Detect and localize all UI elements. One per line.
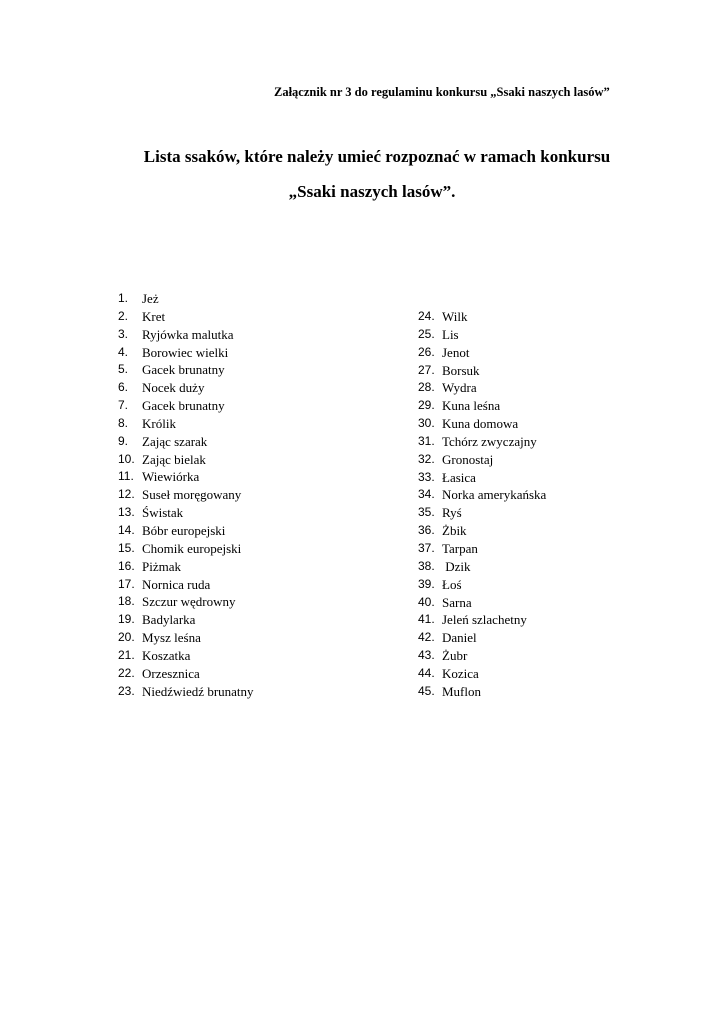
list-item [418,451,546,469]
list-item [118,290,254,308]
item-number: 28. [418,380,435,395]
list-item [418,362,546,380]
item-name: Jeż [142,291,159,306]
item-name: Wiewiórka [142,469,200,485]
item-number: 15. [118,540,135,555]
item-number: 9. [118,433,129,448]
item-number: 25. [418,326,435,341]
list-item [418,576,546,594]
item-number: 27. [418,362,435,377]
item-number: 30. [418,416,435,431]
item-number: 43. [418,648,435,663]
list-item [418,326,546,344]
item-name: Szczur wędrowny [142,594,236,610]
item-name: Borowiec wielki [142,344,229,360]
item-name: Zając szarak [142,433,208,449]
item-number: 32. [418,451,435,466]
list-item [118,504,254,522]
item-number: 13. [118,505,135,520]
list-item [118,647,254,665]
item-number: 6. [118,380,129,395]
item-name: Bóbr europejski [142,522,226,538]
list-item [418,683,546,701]
item-number: 44. [418,665,435,680]
item-name: Gronostaj [442,451,494,467]
list-item [118,593,254,611]
list-item [418,522,546,540]
list-item [118,558,254,576]
item-name: Norka amerykańska [442,487,547,503]
item-name: Żbik [442,523,467,539]
list-item [118,415,254,433]
item-name: Koszatka [142,647,191,663]
item-name: Sarna [442,594,472,610]
list-item [118,683,254,701]
item-name: Ryjówka malutka [142,326,234,342]
list-item [118,486,254,504]
list-item [118,468,254,486]
item-number: 31. [418,433,435,448]
item-name: Łasica [442,469,476,485]
list-item [118,361,254,379]
list-item [418,665,546,683]
item-name: Wilk [442,309,468,324]
item-name: Królik [142,415,176,431]
list-item [418,647,546,665]
list-item [118,540,254,558]
item-number: 2. [118,308,129,323]
item-name: Dzik [442,558,471,574]
document-title: Lista ssaków, które należy umieć rozpoznać w ramach konkursu [143,147,611,166]
item-name: Tchórz zwyczajny [442,433,537,449]
item-number: 18. [118,594,135,609]
item-number: 4. [118,344,129,359]
list-item [418,504,546,522]
item-number: 17. [118,576,135,591]
item-name: Gacek brunatny [142,362,225,378]
item-number: 12. [118,487,135,502]
item-number: 14. [118,522,135,537]
list-item [418,379,546,397]
item-name: Wydra [442,380,477,396]
item-number: 22. [118,665,135,680]
item-number: 19. [118,612,135,627]
item-name: Świstak [142,505,184,521]
item-name: Żubr [442,648,468,664]
list-item [118,433,254,451]
item-number: 36. [418,523,435,538]
contest-name: „Ssaki naszych lasów”. [288,182,456,201]
list-item [418,308,546,326]
list-item [118,576,254,594]
list-item [118,344,254,362]
list-item [118,522,254,540]
mammal-list-right [418,308,546,701]
list-item [418,540,546,558]
item-number: 26. [418,344,435,359]
item-number: 24. [418,309,435,323]
item-name: Borsuk [442,362,480,378]
item-name: Muflon [442,683,481,699]
item-number: 35. [418,505,435,520]
list-item [118,326,254,344]
item-number: 40. [418,594,435,609]
item-number: 37. [418,540,435,555]
item-number: 29. [418,398,435,413]
list-item [418,344,546,362]
list-item [118,397,254,415]
item-number: 8. [118,415,129,430]
item-name: Łoś [442,576,462,592]
list-item [418,433,546,451]
item-number: 23. [118,683,135,698]
item-number: 21. [118,647,135,662]
item-name: Orzesznica [142,665,200,681]
item-name: Niedźwiedź brunatny [142,683,254,699]
item-name: Kuna domowa [442,416,519,432]
item-name: Chomik europejski [142,540,242,556]
item-number: 38. [418,558,435,573]
item-name: Mysz leśna [142,630,201,646]
item-name: Daniel [442,630,477,646]
list-item [118,379,254,397]
list-item [418,397,546,415]
item-number: 3. [118,326,129,341]
item-name: Badylarka [142,612,196,628]
list-item [418,629,546,647]
item-name: Ryś [442,505,462,521]
item-name: Suseł moręgowany [142,487,242,503]
item-number: 34. [418,487,435,502]
list-item [118,451,254,469]
list-item [118,629,254,647]
list-item [418,558,546,576]
item-name: Kuna leśna [442,398,501,414]
item-name: Nocek duży [142,380,205,396]
item-number: 7. [118,398,129,413]
item-number: 39. [418,576,435,591]
list-item [118,611,254,629]
item-number: 41. [418,612,435,627]
item-number: 20. [118,630,135,645]
list-item [118,308,254,326]
item-number: 5. [118,362,129,377]
item-name: Tarpan [442,540,478,556]
item-name: Nornica ruda [142,576,211,592]
mammal-list-left [118,290,254,700]
list-item [418,594,546,612]
item-name: Zając bielak [142,451,206,467]
item-number: 1. [118,291,129,305]
list-item [418,611,546,629]
item-number: 42. [418,630,435,645]
list-item [418,415,546,433]
list-item [118,665,254,683]
item-name: Gacek brunatny [142,398,225,414]
item-number: 45. [418,683,435,698]
list-item [418,486,546,504]
annex-heading: Załącznik nr 3 do regulaminu konkursu „Ssaki naszych lasów” [274,85,610,99]
item-name: Jeleń szlachetny [442,612,527,628]
item-number: 10. [118,451,135,466]
list-item [418,469,546,487]
item-name: Kret [142,308,166,324]
item-name: Jenot [442,344,470,360]
item-name: Piżmak [142,558,181,574]
item-number: 11. [118,469,134,484]
item-number: 16. [118,558,135,573]
item-number: 33. [418,469,435,484]
item-name: Kozica [442,665,479,681]
item-name: Lis [442,326,459,342]
